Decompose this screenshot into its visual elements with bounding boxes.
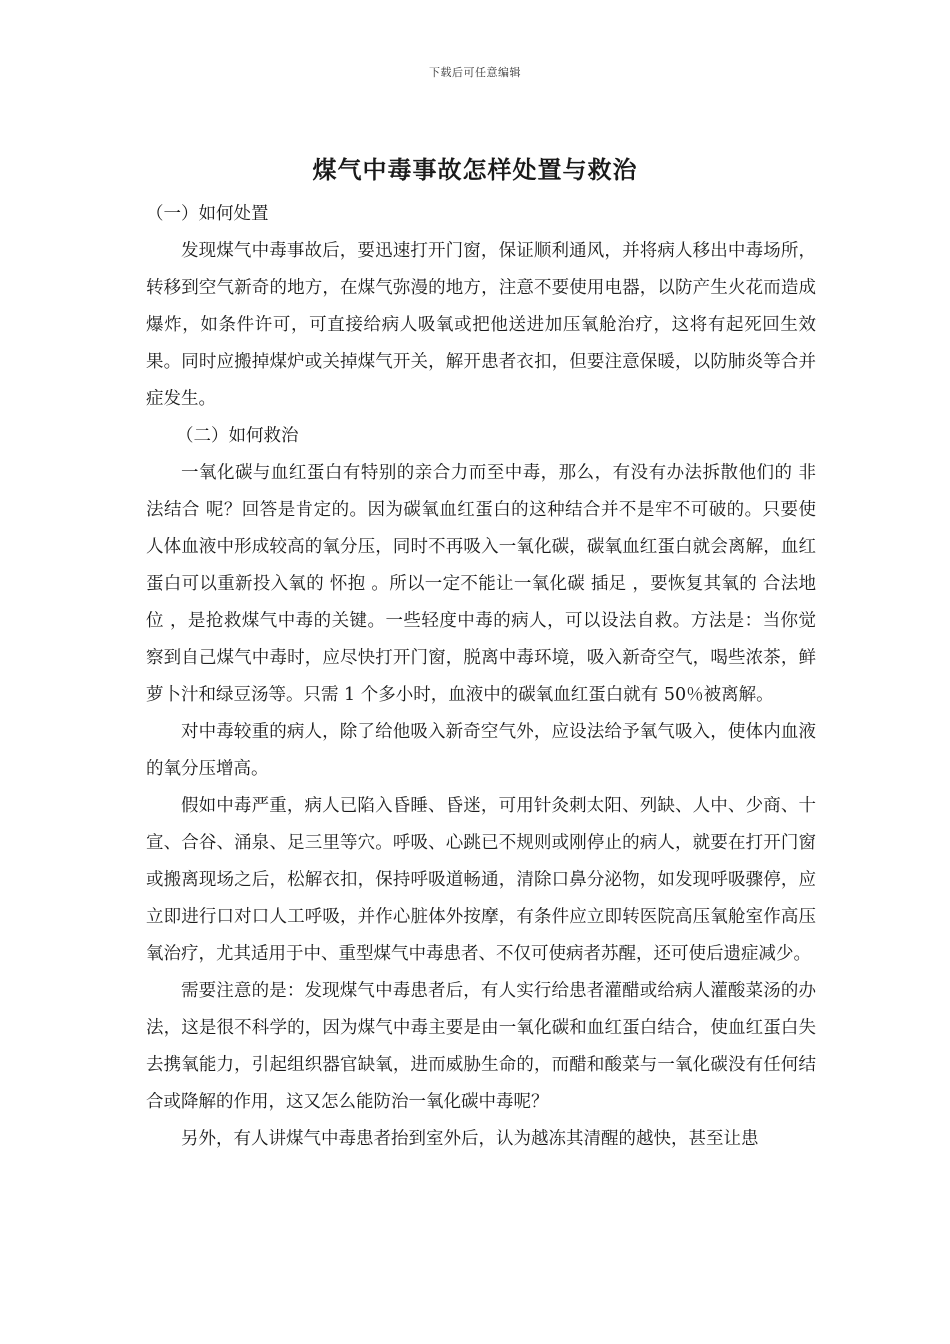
section-1-paragraph-1: 发现煤气中毒事故后，要迅速打开门窗，保证顺利通风，并将病人移出中毒场所，转移到空气新奇的地方，在煤气弥漫的地方，注意不要使用电器，以防产生火花而造成爆炸，如条件许可，可直接给病人吸氧或把他送进加压氧舱治疗，这将有起死回生效果。同时应搬掉煤炉或关掉煤气开关，解开患者衣扣，但要注意保暖，以防肺炎等合并症发生。 bbox=[146, 241, 816, 409]
section-2-paragraph-1: 一氧化碳与血红蛋白有特别的亲合力而至中毒，那么，有没有办法拆散他们的 非法结合 呢？回答是肯定的。因为碳氧血红蛋白的这种结合并不是牢不可破的。只要使人体血液中形成较高的氧分压，同时不再吸入一氧化碳，碳氧血红蛋白就会离解，血红蛋白可以重新投入氧的 怀抱 。所以一定不能让一氧化碳 插足 ，要恢复其氧的 合法地位 ，是抢救煤气中毒的关键。一些轻度中毒的病人，可以设法自救。方法是：当你觉察到自己煤气中毒时，应尽快打开门窗，脱离中毒环境，吸入新奇空气，喝些浓茶，鲜萝卜汁和绿豆汤等。只需 1 个多小时，血液中的碳氧血红蛋白就有 50％被离解。 bbox=[146, 463, 816, 705]
section-2-paragraph-5: 另外，有人讲煤气中毒患者抬到室外后，认为越冻其清醒的越快，甚至让患 bbox=[181, 1129, 759, 1149]
section-1-heading: （一）如何处置 bbox=[146, 204, 269, 224]
section-2-paragraph-3: 假如中毒严重，病人已陷入昏睡、昏迷，可用针灸刺太阳、列缺、人中、少商、十宣、合谷、涌泉、足三里等穴。呼吸、心跳已不规则或刚停止的病人，就要在打开门窗或搬离现场之后，松解衣扣，保持呼吸道畅通，清除口鼻分泌物，如发现呼吸骤停，应立即进行口对口人工呼吸，并作心脏体外按摩，有条件应立即转医院高压氧舱室作高压氧治疗，尤其适用于中、重型煤气中毒患者、不仅可使病者苏醒，还可使后遗症减少。 bbox=[146, 796, 816, 964]
section-2-paragraph-4: 需要注意的是：发现煤气中毒患者后，有人实行给患者灌醋或给病人灌酸菜汤的办法，这是很不科学的，因为煤气中毒主要是由一氧化碳和血红蛋白结合，使血红蛋白失去携氧能力，引起组织器官缺氧，进而威胁生命的，而醋和酸菜与一氧化碳没有任何结合或降解的作用，这又怎么能防治一氧化碳中毒呢？ bbox=[146, 981, 816, 1112]
document-title: 煤气中毒事故怎样处置与救治 bbox=[312, 155, 638, 184]
document-body bbox=[146, 196, 816, 1158]
section-2-heading: （二）如何救治 bbox=[176, 426, 299, 446]
section-2-paragraph-2: 对中毒较重的病人，除了给他吸入新奇空气外，应设法给予氧气吸入，使体内血液的氧分压增高。 bbox=[146, 722, 816, 779]
header-note: 下载后可任意编辑 bbox=[429, 66, 521, 79]
